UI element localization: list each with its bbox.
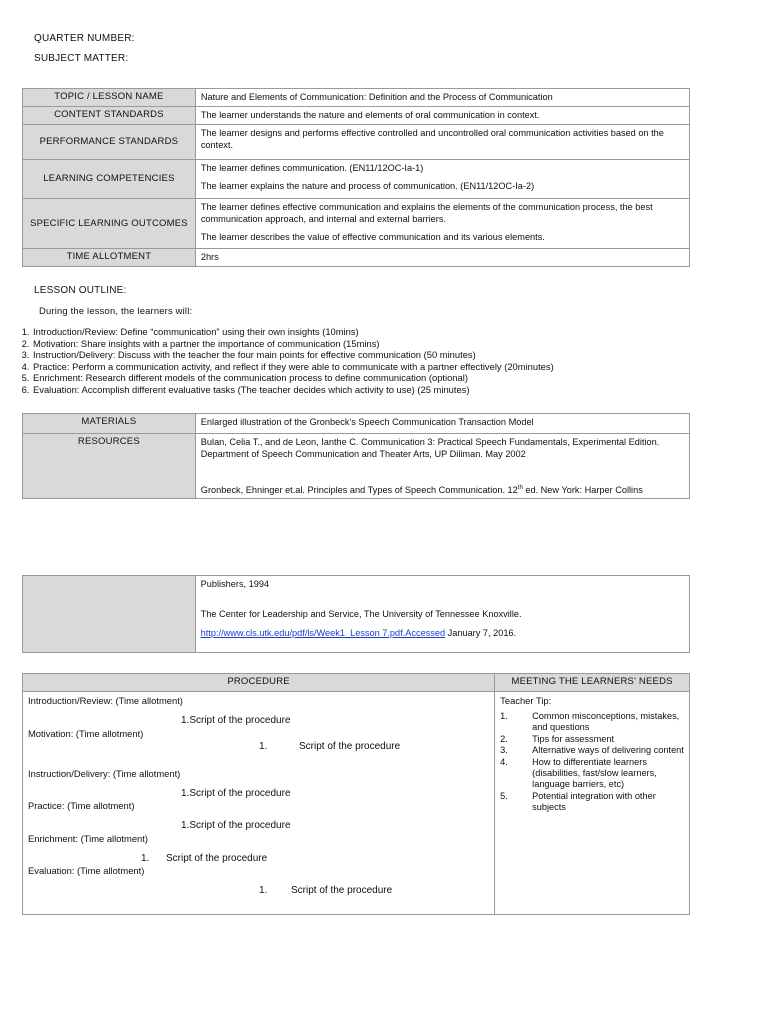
section-evaluation: Evaluation: (Time allotment) bbox=[28, 865, 145, 876]
learners-needs-header: MEETING THE LEARNERS' NEEDS bbox=[495, 674, 690, 692]
resource-link[interactable]: http://www.cls.utk.edu/pdf/ls/Week1_Lesson 7.pdf.Accessed bbox=[200, 628, 446, 638]
outline-item: 4. Practice: Perform a communication activity, and reflect if they were able to communicate with a partner effectively (20minutes) bbox=[32, 361, 732, 373]
outline-item: 2. Motivation: Share insights with a partner the importance of communication (15mins) bbox=[32, 338, 732, 350]
performance-standards-label: PERFORMANCE STANDARDS bbox=[23, 125, 196, 160]
link-line bbox=[201, 627, 684, 639]
outline-item: 3. Instruction/Delivery: Discuss with the teacher the four main points for effective communication (50 minutes) bbox=[32, 349, 732, 361]
script-number-enrichment: 1. bbox=[141, 853, 150, 864]
section-practice: Practice: (Time allotment) bbox=[28, 800, 135, 811]
tip-item: 5. Potential integration with other subjects bbox=[500, 790, 656, 813]
topic-value: Nature and Elements of Communication: Definition and the Process of Communication bbox=[195, 89, 689, 107]
tip-item: 3. Alternative ways of delivering content bbox=[500, 745, 684, 756]
section-introduction: Introduction/Review: (Time allotment) bbox=[28, 695, 183, 706]
resources-continuation-table bbox=[22, 575, 690, 653]
performance-standards-value: The learner designs and performs effective controlled and uncontrolled oral communication activities based on the context. bbox=[195, 125, 689, 160]
center-text: The Center for Leadership and Service, The University of Tennessee Knoxville. bbox=[200, 609, 522, 619]
outline-item: 1. Introduction/Review: Define “communication” using their own insights (10mins) bbox=[32, 326, 732, 338]
section-enrichment: Enrichment: (Time allotment) bbox=[28, 833, 148, 844]
link-date: January 7, 2016. bbox=[445, 628, 517, 638]
procedure-header: PROCEDURE bbox=[23, 674, 495, 692]
content-standards-value: The learner understands the nature and elements of oral communication in context. bbox=[195, 107, 689, 125]
time-allotment-label: TIME ALLOTMENT bbox=[23, 249, 196, 267]
learning-competencies-label: LEARNING COMPETENCIES bbox=[23, 160, 196, 199]
competency-1: The learner defines communication. (EN11/12OC-Ia-1) bbox=[200, 163, 424, 173]
performance-standards-row bbox=[23, 125, 690, 160]
lesson-outline-intro: During the lesson, the learners will: bbox=[39, 305, 193, 316]
resources-row bbox=[23, 434, 690, 499]
lesson-info-table bbox=[22, 88, 690, 267]
time-allotment-row bbox=[23, 249, 690, 267]
script-instruction: 1.Script of the procedure bbox=[181, 788, 291, 799]
outline-item: 5. Enrichment: Research different models of the communication process to define communication (optional) bbox=[32, 372, 732, 384]
learning-outcomes-label: SPECIFIC LEARNING OUTCOMES bbox=[23, 199, 196, 249]
competency-2: The learner explains the nature and process of communication. (EN11/12OC-Ia-2) bbox=[200, 181, 535, 191]
subject-matter-label: SUBJECT MATTER: bbox=[34, 53, 129, 64]
materials-row bbox=[23, 414, 690, 434]
script-number-evaluation: 1. bbox=[259, 885, 268, 896]
continuation-row bbox=[23, 576, 690, 653]
continuation-label-cell bbox=[23, 576, 196, 653]
procedure-header-row bbox=[23, 674, 690, 692]
content-standards-row bbox=[23, 107, 690, 125]
procedure-body-row bbox=[23, 692, 690, 915]
script-practice: 1.Script of the procedure bbox=[181, 820, 291, 831]
lesson-outline-title: LESSON OUTLINE: bbox=[34, 285, 127, 296]
outline-item: 6. Evaluation: Accomplish different evaluative tasks (The teacher decides which activity to use) (25 minutes) bbox=[32, 384, 732, 396]
learners-needs-body bbox=[495, 692, 690, 915]
time-allotment-value: 2hrs bbox=[195, 249, 689, 267]
learning-outcomes-value bbox=[195, 199, 689, 249]
script-evaluation: Script of the procedure bbox=[291, 885, 393, 896]
resources-label: RESOURCES bbox=[23, 434, 196, 499]
lesson-outline-list bbox=[16, 326, 732, 396]
content-standards-label: CONTENT STANDARDS bbox=[23, 107, 196, 125]
section-instruction: Instruction/Delivery: (Time allotment) bbox=[28, 768, 181, 779]
script-number-motivation: 1. bbox=[259, 741, 268, 752]
outcome-1: The learner defines effective communication and explains the elements of the communication process, the best communication approach, and internal and external barriers. bbox=[200, 202, 653, 224]
quarter-number-label: QUARTER NUMBER: bbox=[34, 33, 135, 44]
procedure-body bbox=[23, 692, 495, 915]
resource-1: Bulan, Celia T., and de Leon, Ianthe C. Communication 3: Practical Speech Fundamentals, Experimental Edition. Department of Speech Communication and Theater Arts, UP Diliman. May 2002 bbox=[200, 437, 660, 459]
publishers-text: Publishers, 1994 bbox=[200, 579, 270, 589]
script-introduction: 1.Script of the procedure bbox=[181, 715, 291, 726]
tip-item: 2. Tips for assessment bbox=[500, 733, 615, 744]
script-enrichment: Script of the procedure bbox=[166, 853, 268, 864]
resource-2: Gronbeck, Ehninger et.al. Principles and Types of Speech Communication. 12th ed. New York: Harper Collins bbox=[200, 485, 643, 496]
outcome-2: The learner describes the value of effective communication and its various elements. bbox=[200, 232, 545, 242]
learning-outcomes-row bbox=[23, 199, 690, 249]
continuation-value bbox=[195, 576, 689, 653]
procedure-table bbox=[22, 673, 690, 915]
materials-value: Enlarged illustration of the Gronbeck’s Speech Communication Transaction Model bbox=[195, 414, 689, 434]
materials-label: MATERIALS bbox=[23, 414, 196, 434]
tip-item: 4. How to differentiate learners (disabilities, fast/slow learners, language barriers, etc) bbox=[500, 756, 657, 790]
teacher-tip-list bbox=[500, 711, 684, 814]
teacher-tip-label: Teacher Tip: bbox=[500, 695, 552, 706]
learning-competencies-row bbox=[23, 160, 690, 199]
section-motivation: Motivation: (Time allotment) bbox=[28, 728, 144, 739]
script-motivation: Script of the procedure bbox=[299, 741, 401, 752]
materials-table bbox=[22, 413, 690, 499]
topic-row bbox=[23, 89, 690, 107]
topic-label: TOPIC / LESSON NAME bbox=[23, 89, 196, 107]
tip-item: 1. Common misconceptions, mistakes, and questions bbox=[500, 711, 680, 733]
learning-competencies-value bbox=[195, 160, 689, 199]
resources-value bbox=[195, 434, 689, 499]
